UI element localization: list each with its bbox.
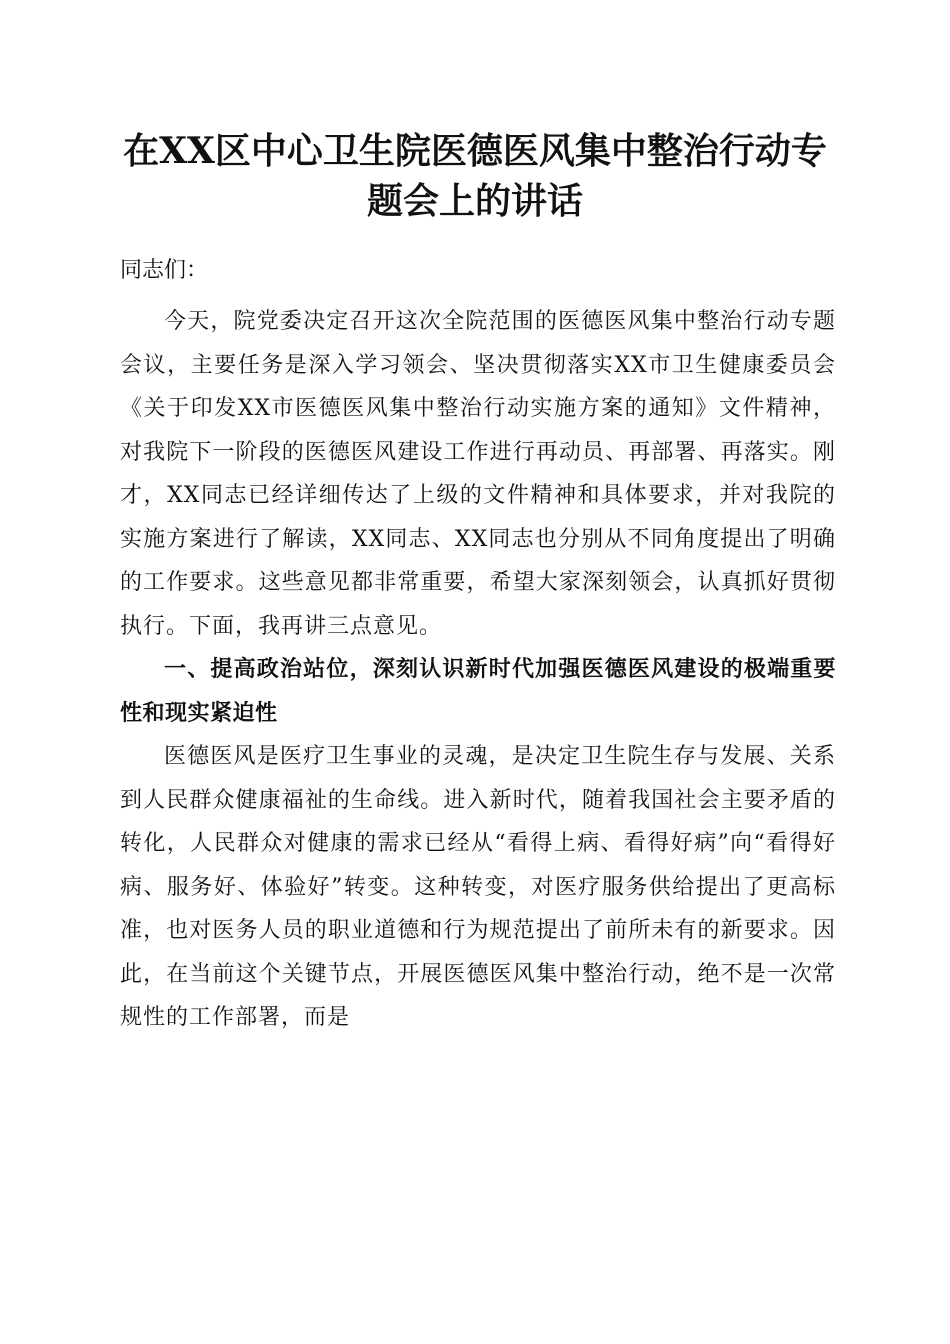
document-title: 在XX区中心卫生院医德医风集中整治行动专题会上的讲话 — [123, 130, 827, 222]
section-heading-1: 一、提高政治站位，深刻认识新时代加强医德医风建设的极端重要性和现实紧迫性 — [120, 657, 836, 726]
salutation: 同志们： — [120, 258, 209, 283]
intro-paragraph: 今天，院党委决定召开这次全院范围的医德医风集中整治行动专题会议，主要任务是深入学习领会、坚决贯彻落实XX市卫生健康委员会《关于印发XX市医德医风集中整治行动实施方案的通知》文件精神，对我院下一阶段的医德医风建设工作进行再动员、再部署、再落实。刚才，XX同志已经详细传达了上级的文件精神和具体要求，并对我院的实施方案进行了解读，XX同志、XX同志也分别从不同角度提出了明确的工作要求。这些意见都非常重要，希望大家深刻领会，认真抓好贯彻执行。下面，我再讲三点意见。 — [120, 309, 836, 639]
section-1-paragraph: 医德医风是医疗卫生事业的灵魂，是决定卫生院生存与发展、关系到人民群众健康福祉的生命线。进入新时代，随着我国社会主要矛盾的转化，人民群众对健康的需求已经从“看得上病、看得好病”向“看得好病、服务好、体验好”转变。这种转变，对医疗服务供给提出了更高标准，也对医务人员的职业道德和行为规范提出了前所未有的新要求。因此，在当前这个关键节点，开展医德医风集中整治行动，绝不是一次常规性的工作部署，而是 — [120, 744, 836, 1030]
document-body — [120, 256, 836, 1040]
